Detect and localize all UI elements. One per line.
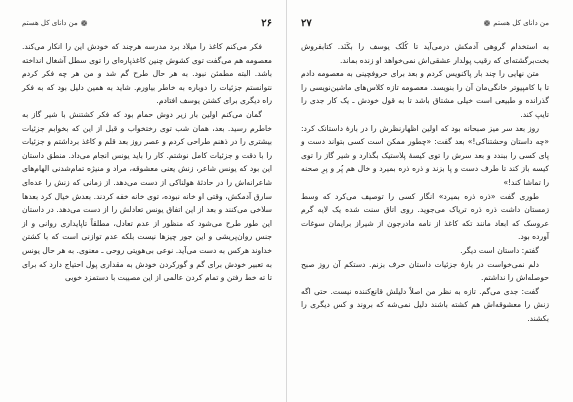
left-page [0,0,286,402]
page-number: ۲۷ [301,17,312,29]
left-page-header [22,17,272,29]
right-page-header [301,17,549,29]
paragraph: روز بعد سر میز صبحانه بود که اولین اظهارنظرش را در بارهٔ داستانک کرد: «چه داستان وحشتناکی!» بعد گفت: «چطور ممکن است کسی بتواند دست و پای کسی را ببندد و بعد سرش را توی کیسهٔ پلاستیک بگذارد و شیر گاز را توی کیسه باز کند تا طرف دست و پا بزند و ذره ذره بمیرد و خال هم پُر و پرِ صحنه را تماشا کند!» [301,123,549,187]
right-page [287,0,573,402]
left-page-body [22,40,272,285]
paragraph: گمان می‌کنم اولین بار زیر دوش حمام بود که فکر کشتنش با شیر گاز به خاطرم رسید. بعد، همان شب توی رختخواب و قبل از این که بخوابم جزئیات بیشتری را در ذهنم طراحی کردم و عصر روز بعد قلم و کاغذ برداشتم و جزئیات را با دقت و جزئیات کامل نوشتم. کار را باید یونس انجام می‌داد. منطق داستان این بود که یونس شاعر، زنش یعنی معشوقه، مراد و منیژه تمام‌شدنی الهام‌های شاعرانه‌اش را در حادثهٔ هولناکی از دست می‌دهد. از زمانی که زنش را عده‌ای سارق آدمکش، وقتی او خانه نبوده، توی خانه خفه کردند. بعدش خیال کرد بعدها سلاخی می‌کنند و بعد از این اتفاق یونس تعادلش را از دست می‌دهد. در داستان این طور طرح می‌شود که منظور از عدم تعادل، مطلقاً تاپایداری روانی و از جنس روان‌پریشی و این جور چیزها نیست بلکه عدم توازنی است که با کشتن خداوند هرکس به دست می‌آید. نوعی بی‌هویتی روحی ـ معنوی. به هر حال یونس به تعبیر خودش برای گم و گورکردن خودش به مقداری پول احتیاج دارد که برای تا ته خط رفتن و تمام کردن عالمی از این مصیبت با دستمزد خوبی [22,109,272,283]
paragraph: متن نهایی را چند بار پاکنویس کردم و بعد برای حروفچینی به معصومه دادم تا با کامپیوتر خانگی‌مان آن را بنویسد. معصومه تازه کلاس‌های ماشین‌نویسی را گذرانده و طبیعی است خیلی مشتاق باشد تا به قول خودش ـ یک کار جدی را تایپ کند. [301,69,549,119]
paragraph: به استخدام گروهی آدمکش درمی‌آید تا کُلَک یوسف را بکَنَد. کتابفروش بخت‌برگشته‌ای که رقیب پولدار عشقی‌اش نمی‌خواهد او زنده بماند. [301,42,549,65]
paragraph: گفتم: داستان است دیگر. [460,245,539,255]
page-number: ۲۶ [261,17,272,29]
running-header [22,19,90,28]
running-title: من دانای کل هستم [493,19,549,27]
ornament-icon: ❁ [80,18,88,28]
paragraph: طوری گفت «ذره ذره بمیرد» انگار کسی را توصیف می‌کرد که وسط زمستان داشت ذره ذره تریاک می‌جوید. روی اتاق سنت شده یک لایه گرم عروسک که ابعاد مانند تکه کاغذ از نامه مادرجون از شیراز برایمان سوغات آورده بود. [301,191,549,242]
running-title: من دانای کل هستم [22,19,78,27]
paragraph: گفت: جدی می‌گم. تازه به نظر من اصلاً دلیلش قانع‌کننده نیست. حتی اگه زنش را معشوقه‌اش هم کشته باشند دلیل نمی‌شه که بروند و کس دیگری را بکشند. [301,286,549,323]
running-header [481,19,549,28]
paragraph: دلم نمی‌خواست در بارهٔ جزئیات داستان حرف بزنم. دستکم آن روز صبح حوصله‌اش را نداشتم. [301,259,549,283]
paragraph: فکر می‌کنم کاغذ را میلاد برد مدرسه هرچند که خودش این را انکار می‌کند. معصومه هم می‌گفت توی کشوش چنین کاغذپاره‌ای را توی سطل آشغال انداخته باشد. البته مطمئن نبود. به هر حال طرح گم شد و من هر چه فکر کردم نتوانستم جزئیات را دوباره به خاطر بیاورم. شاید به همین دلیل بود که به فکر راه دیگری برای کشتن یوسف افتادم. [22,42,272,106]
right-page-body [301,40,549,325]
ornament-icon: ❁ [483,18,491,28]
